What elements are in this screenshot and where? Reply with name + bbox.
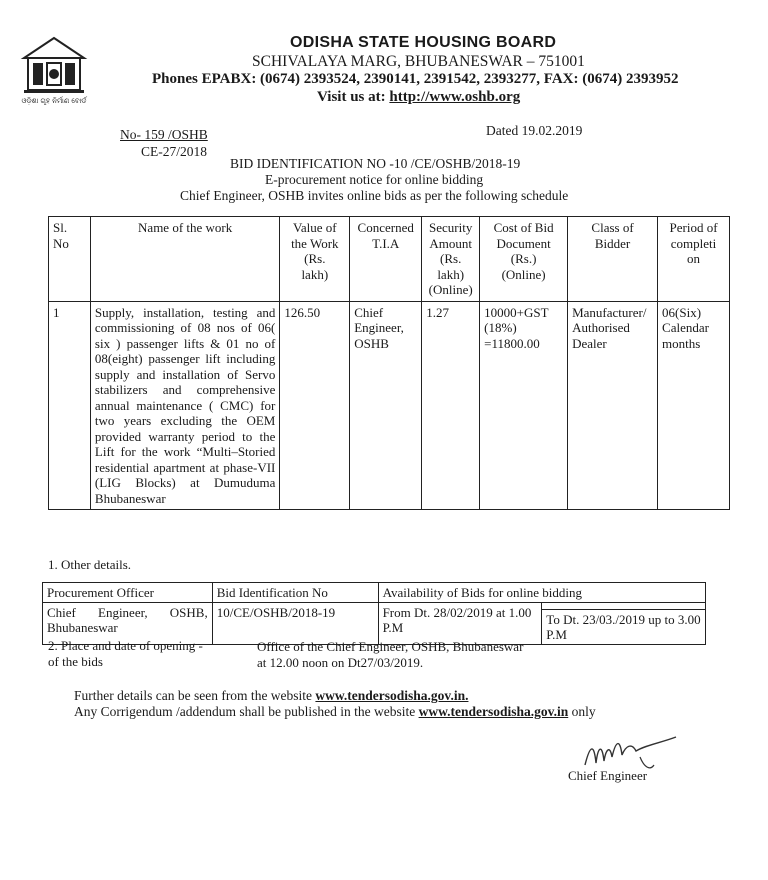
- signer-title: Chief Engineer: [568, 768, 648, 783]
- tender-website-link[interactable]: www.tendersodisha.gov.in.: [315, 688, 469, 703]
- cell-cost: 10000+GST (18%) =11800.00: [480, 301, 568, 510]
- bid-identification: BID IDENTIFICATION NO -10 /CE/OSHB/2018-19: [230, 156, 521, 171]
- other-details-table: [42, 582, 706, 645]
- cell-tia: Chief Engineer, OSHB: [350, 301, 422, 510]
- phones-line: Phones EPABX: (0674) 2393524, 2390141, 2391542, 2393277, FAX: (0674) 2393952: [152, 71, 679, 87]
- visit-label: Visit us at:: [317, 89, 386, 105]
- cell-value: 126.50: [280, 301, 350, 510]
- cell-security: 1.27: [422, 301, 480, 510]
- availability-from: From Dt. 28/02/2019 at 1.00 P.M: [379, 603, 543, 644]
- website-link[interactable]: http://www.oshb.org: [389, 89, 521, 105]
- eprocurement-notice: E-procurement notice for online bidding: [265, 172, 484, 187]
- org-name: ODISHA STATE HOUSING BOARD: [290, 34, 557, 51]
- header-name: Name of the work: [90, 217, 279, 302]
- cell-work-name: Supply, installation, testing and commissioning of 08 nos of 06( six ) passenger lifts & 01 no of 08(eight) passenger lift including supply and installation of Servo stabilizers and comprehensive annual maintenance ( CMC) for two years excluding the OEM provided warranty period to the Lift for the work “Multi–Storied residential apartment at phase-VII (LIG Blocks) at Dumuduma Bhubaneswar: [90, 301, 279, 510]
- cell-sl: 1: [49, 301, 91, 510]
- further-text: Further details can be seen from the website: [74, 688, 316, 703]
- schedule-table: [48, 216, 730, 510]
- cell-period: 06(Six) Calendar months: [658, 301, 730, 510]
- org-address: SCHIVALAYA MARG, BHUBANESWAR – 751001: [252, 53, 585, 70]
- header-cost: Cost of Bid Document (Rs.) (Online): [480, 217, 568, 302]
- reference-ce: CE-27/2018: [141, 144, 207, 159]
- header-procurement-officer: Procurement Officer: [43, 583, 213, 603]
- svg-text:ଓଡ଼ିଶା ଗୃହ ନିର୍ମାଣ ବୋର୍ଡ: ଓଡ଼ିଶା ଗୃହ ନିର୍ମାଣ ବୋର୍ଡ: [21, 97, 87, 105]
- cell-bid-no: 10/CE/OSHB/2018-19: [212, 603, 378, 645]
- header-period: Period of completi on: [658, 217, 730, 302]
- corrigendum-text: Any Corrigendum /addendum shall be published in the website: [74, 704, 419, 719]
- other-header-row: [43, 583, 706, 603]
- date: Dated 19.02.2019: [486, 123, 583, 138]
- header-security: Security Amount (Rs. lakh) (Online): [422, 217, 480, 302]
- header-class: Class of Bidder: [568, 217, 658, 302]
- availability-to: To Dt. 23/03./2019 up to 3.00 P.M: [542, 609, 705, 644]
- header-value: Value of the Work (Rs. lakh): [280, 217, 350, 302]
- corrigendum-note: [74, 704, 596, 720]
- opening-value: Office of the Chief Engineer, OSHB, Bhubaneswar at 12.00 noon on Dt27/03/2019.: [257, 639, 524, 670]
- further-details: [74, 688, 468, 704]
- website-line: [317, 89, 520, 106]
- invitation-line: Chief Engineer, OSHB invites online bids as per the following schedule: [180, 188, 569, 203]
- corrigendum-suffix: only: [568, 704, 596, 719]
- opening-label: 2. Place and date of opening - of the bids: [48, 638, 203, 669]
- oshb-logo: [20, 36, 88, 106]
- corrigendum-website-link[interactable]: www.tendersodisha.gov.in: [418, 704, 569, 719]
- header-bid-id: Bid Identification No: [212, 583, 378, 603]
- header-availability: Availability of Bids for online bidding: [378, 583, 705, 603]
- cell-officer: Chief Engineer, OSHB, Bhubaneswar: [43, 603, 213, 645]
- header-tia: Concerned T.I.A: [350, 217, 422, 302]
- table-row: [49, 301, 730, 510]
- cell-class: Manufacturer/ Authorised Dealer: [568, 301, 658, 510]
- other-details-label: 1. Other details.: [48, 557, 132, 572]
- schedule-header-row: [49, 217, 730, 302]
- header-sl: Sl. No: [49, 217, 91, 302]
- reference-number: No- 159 /OSHB: [120, 127, 208, 142]
